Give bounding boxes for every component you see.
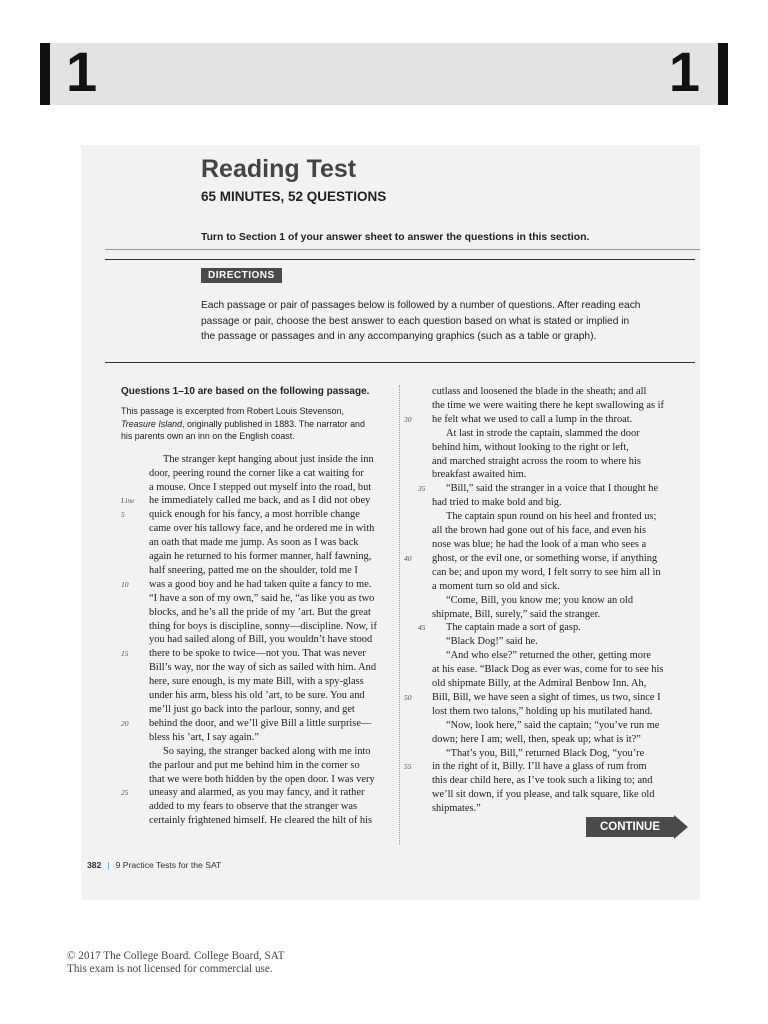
- test-duration-subtitle: 65 MINUTES, 52 QUESTIONS: [201, 189, 387, 204]
- passage-right-column: [404, 385, 694, 816]
- section-number-left: 1: [66, 40, 98, 103]
- page-title: Reading Test: [201, 155, 357, 183]
- passage-line-text: at his ease. “Black Dog as ever was, come for to see his: [432, 664, 664, 676]
- passage-line-text: under his arm, bless his old ’art, to be sure. You and: [149, 690, 365, 702]
- passage-line: [149, 800, 381, 814]
- passage-line-text: had tried to make bold and big.: [432, 497, 562, 509]
- directions-text: Each passage or pair of passages below is followed by a number of questions. After reading each passage or pair, choose the best answer to each question based on what is stated or implied in the passage or passages and in any accompanying graphics (such as a table or graph).: [201, 300, 641, 342]
- passage-line-text: all the brown had gone out of his face, and even his: [432, 525, 647, 537]
- passage-intro-line: his parents own an inn on the English coast.: [121, 431, 295, 442]
- passage-line: [149, 759, 381, 773]
- passage-line: [432, 496, 694, 510]
- passage-line-text: added to my fears to observe that the stranger was: [149, 801, 358, 813]
- passage-line: [149, 731, 381, 745]
- passage-line: [149, 703, 381, 717]
- passage-line: [418, 482, 694, 496]
- passage-source-title: Treasure Island: [121, 418, 183, 429]
- passage-line-text: thing for boys is discipline, sonny—discipline. Now, if: [149, 620, 377, 632]
- passage-line-text: again he returned to his former manner, half fawning,: [149, 551, 372, 563]
- passage-line: [149, 620, 381, 634]
- passage-line-text: down; here I am; well, then, speak up; what is it?”: [432, 733, 641, 745]
- passage-line: [149, 536, 381, 550]
- passage-line: [149, 592, 381, 606]
- passage-line: [149, 453, 381, 467]
- passage-intro-line: This passage is excerpted from Robert Louis Stevenson,: [121, 405, 344, 416]
- passage-line-text: here, sure enough, is my mate Bill, with a spy-glass: [149, 676, 364, 688]
- passage-line-text: So saying, the stranger backed along with me into: [163, 745, 371, 757]
- passage-line-text: lost them two talons,” holding up his mutilated hand.: [432, 705, 653, 717]
- section-marker-bar-left: [40, 43, 50, 105]
- book-title: 9 Practice Tests for the SAT: [115, 860, 222, 870]
- passage-line-text: we’ll sit down, if you please, and talk square, like old: [432, 789, 655, 801]
- passage-line-text: “I have a son of my own,” said he, “as like you as two: [149, 592, 375, 604]
- line-number: 45: [418, 623, 426, 633]
- continue-label: CONTINUE: [599, 821, 661, 833]
- passage-line: [149, 773, 381, 787]
- passage-line-text: Bill, Bill, we have seen a sight of times, us two, since I: [432, 691, 661, 703]
- passage-line-text: The stranger kept hanging about just inside the inn: [163, 453, 374, 465]
- passage-lines-right: [404, 385, 694, 816]
- passage-left-column: [121, 385, 381, 828]
- line-number: 35: [418, 484, 426, 494]
- passage-line: [432, 510, 694, 524]
- passage-line: [149, 467, 381, 481]
- passage-line: [149, 814, 381, 828]
- passage-line-text: an oath that made me jump. As soon as I was back: [149, 537, 359, 549]
- line-number: 15: [121, 649, 129, 659]
- section-marker-bar-right: [718, 43, 728, 105]
- passage-line: [149, 689, 381, 703]
- passage-line: [432, 635, 694, 649]
- passage-line: [149, 481, 381, 495]
- divider-bottom: [105, 362, 695, 363]
- line-number: 50: [404, 692, 412, 702]
- passage-line-text: came over his tallowy face, and he ordered me in with: [149, 523, 375, 535]
- passage-line-text: you had sailed along of Bill, you wouldn’t have stood: [149, 634, 373, 646]
- passage-line-text: blocks, and he’s all the pride of my ’art. But the great: [149, 606, 371, 618]
- passage-line: [432, 733, 694, 747]
- passage-line: [432, 538, 694, 552]
- passage-line-text: behind the door, and we’ll give Bill a little surprise—: [149, 717, 372, 729]
- copyright-notice: [67, 950, 284, 976]
- passage-line-text: “Black Dog!” said he.: [446, 636, 538, 648]
- passage-line-text: the time we were waiting there he kept swallowing as if: [432, 399, 664, 411]
- passage-line: [121, 508, 381, 522]
- passage-line-text: he felt what we used to call a lump in the throat.: [432, 413, 633, 425]
- passage-line: [432, 747, 694, 761]
- passage-line-text: there to be spoke to twice—not you. That was never: [149, 648, 366, 660]
- passage-line-text: “Bill,” said the stranger in a voice that I thought he: [446, 483, 659, 495]
- passage-line-text: breakfast awaited him.: [432, 469, 527, 481]
- passage-line: [432, 788, 694, 802]
- line-number: 40: [404, 553, 412, 563]
- passage-line: [121, 494, 381, 508]
- passage-line-text: “Come, Bill, you know me; you know an old: [446, 594, 634, 606]
- passage-line: [149, 522, 381, 536]
- passage-line-text: in the right of it, Billy. I’ll have a glass of rum from: [432, 761, 647, 773]
- passage-line-text: shipmates.”: [432, 803, 481, 815]
- questions-heading: Questions 1–10 are based on the following passage.: [121, 386, 370, 397]
- line-number: Line: [121, 496, 135, 506]
- passage-line: [404, 691, 694, 705]
- passage-line-text: this dear child here, as I’ve took such a liking to; and: [432, 775, 653, 787]
- passage-line: [404, 413, 694, 427]
- passage-line-text: he immediately called me back, and as I did not obey: [149, 495, 371, 507]
- passage-line-text: can be; and upon my word, I felt sorry to see him all in: [432, 566, 661, 578]
- passage-line-text: and marched straight across the room to where his: [432, 455, 641, 467]
- passage-line-text: uneasy and alarmed, as you may fancy, and it rather: [149, 787, 365, 799]
- passage-line-text: certainly frightened himself. He cleared the hilt of his: [149, 815, 373, 827]
- line-number: 55: [404, 762, 412, 772]
- divider-blue: [105, 249, 700, 250]
- passage-line: [432, 399, 694, 413]
- copyright-line-1: © 2017 The College Board. College Board, SAT: [67, 950, 285, 962]
- passage-line-text: a moment turn so old and sick.: [432, 580, 560, 592]
- divider-top: [105, 259, 695, 260]
- passage-line-text: ghost, or the evil one, or something worse, if anything: [432, 552, 658, 564]
- passage-intro: [121, 405, 381, 443]
- passage-line: [432, 455, 694, 469]
- passage-line: [432, 608, 694, 622]
- passage-line: [432, 649, 694, 663]
- passage-line: [432, 705, 694, 719]
- line-number: 25: [121, 788, 129, 798]
- line-number: 5: [121, 510, 125, 520]
- passage-line: [121, 717, 381, 731]
- passage-line: [432, 385, 694, 399]
- passage-line: [432, 566, 694, 580]
- passage-line: [432, 802, 694, 816]
- passage-line: [404, 760, 694, 774]
- passage-line: [149, 564, 381, 578]
- continue-arrow-icon: [674, 815, 688, 839]
- line-number: 30: [404, 414, 412, 424]
- answer-sheet-instruction: Turn to Section 1 of your answer sheet to answer the questions in this section.: [201, 232, 590, 243]
- passage-line-text: that we were both hidden by the open door. I was very: [149, 773, 375, 785]
- section-header-band: [40, 40, 728, 105]
- passage-line: [149, 745, 381, 759]
- passage-line-text: “And who else?” returned the other, getting more: [446, 650, 652, 662]
- passage-line-text: The captain spun round on his heel and fronted us;: [446, 511, 657, 523]
- passage-line: [121, 786, 381, 800]
- passage-line-text: the parlour and put me behind him in the corner so: [149, 759, 360, 771]
- passage-line-text: shipmate, Bill, surely,” said the stranger.: [432, 608, 601, 620]
- passage-line-text: “Now, look here,” said the captain; “you’ve run me: [446, 719, 660, 731]
- column-divider: [399, 385, 400, 845]
- passage-line: [149, 633, 381, 647]
- passage-line-text: The captain made a sort of gasp.: [446, 622, 581, 634]
- passage-line: [149, 661, 381, 675]
- passage-line: [432, 719, 694, 733]
- passage-line-text: half sneering, patted me on the shoulder, told me I: [149, 564, 358, 576]
- passage-line-text: Bill’s way, nor the way of sich as sailed with him. And: [149, 662, 377, 674]
- passage-line: [149, 675, 381, 689]
- passage-line: [432, 524, 694, 538]
- line-number: 10: [121, 579, 129, 589]
- passage-intro-line: , originally published in 1883. The narrator and: [182, 418, 365, 429]
- passage-line: [432, 774, 694, 788]
- passage-line-text: quick enough for his fancy, a most horrible change: [149, 509, 360, 521]
- footer-separator: |: [107, 860, 110, 870]
- passage-line-text: door, peering round the corner like a cat waiting for: [149, 467, 364, 479]
- passage-line-text: nose was blue; he had the look of a man who sees a: [432, 538, 647, 550]
- passage-line: [432, 441, 694, 455]
- continue-button[interactable]: [586, 815, 690, 839]
- passage-line-text: old shipmate Billy, at the Admiral Benbow Inn. Ah,: [432, 678, 647, 690]
- passage-line-text: a mouse. Once I stepped out myself into the road, but: [149, 481, 372, 493]
- passage-line-text: was a good boy and he had taken quite a fancy to me.: [149, 578, 372, 590]
- passage-line: [432, 663, 694, 677]
- passage-line: [432, 427, 694, 441]
- section-number-right: 1: [668, 40, 700, 103]
- passage-lines-left: [121, 453, 381, 828]
- passage-line: [418, 621, 694, 635]
- passage-line: [149, 550, 381, 564]
- test-page: [81, 145, 700, 900]
- passage-line-text: bless his ’art, I say again.”: [149, 731, 259, 743]
- passage-line-text: me’ll just go back into the parlour, sonny, and get: [149, 704, 355, 715]
- passage-line: [432, 580, 694, 594]
- page-footer: [87, 860, 221, 870]
- passage-line-text: behind him, without looking to the right or left,: [432, 441, 629, 453]
- passage-line: [121, 578, 381, 592]
- passage-line-text: cutlass and loosened the blade in the sheath; and all: [432, 386, 647, 397]
- line-number: 20: [121, 718, 129, 728]
- passage-line-text: At last in strode the captain, slammed the door: [446, 427, 640, 439]
- passage-line: [404, 552, 694, 566]
- passage-line: [149, 606, 381, 620]
- passage-line: [432, 594, 694, 608]
- copyright-line-2: This exam is not licensed for commercial use.: [67, 963, 273, 975]
- passage-line: [432, 468, 694, 482]
- passage-line: [121, 647, 381, 661]
- directions-label: DIRECTIONS: [201, 268, 282, 283]
- passage-line-text: “That’s you, Bill,” returned Black Dog, “you’re: [446, 747, 645, 759]
- passage-line: [432, 677, 694, 691]
- page-number: 382: [87, 860, 102, 870]
